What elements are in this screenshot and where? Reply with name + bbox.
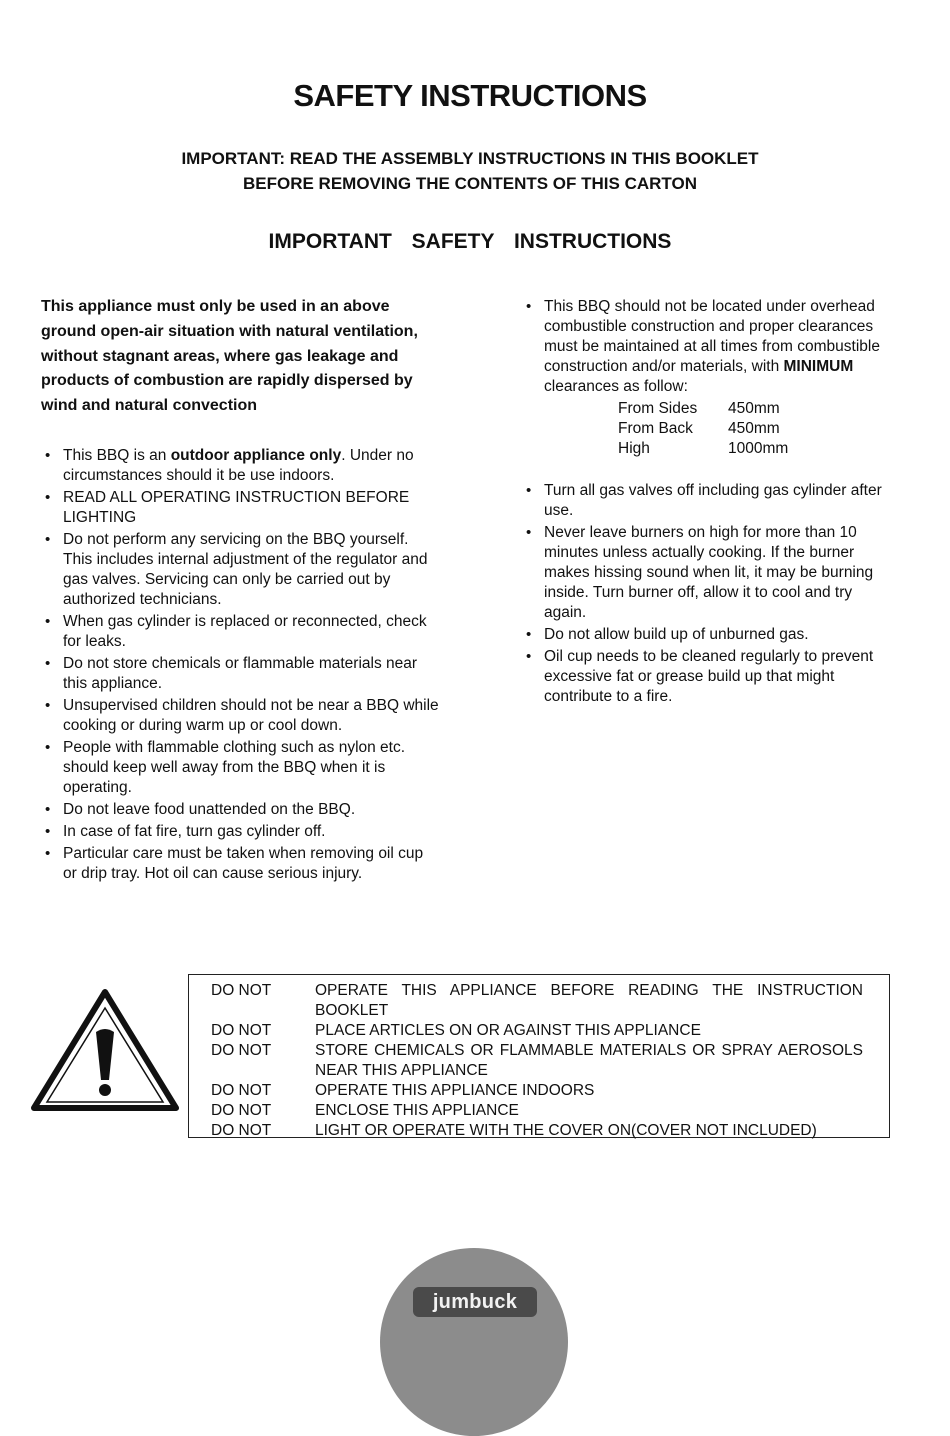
list-item: • READ ALL OPERATING INSTRUCTION BEFORE LIGHTING <box>41 488 441 528</box>
list-item-text: clearances as follow: <box>544 378 688 395</box>
warning-text: PLACE ARTICLES ON OR AGAINST THIS APPLIANCE <box>315 1022 701 1039</box>
list-item: • Do not leave food unattended on the BBQ. <box>41 800 441 820</box>
clearance-label: High <box>618 440 650 457</box>
important-notice <box>0 146 940 196</box>
clearance-row <box>618 399 894 419</box>
list-item-text: . Under no circumstances should it be use indoors. <box>63 447 414 484</box>
list-item-text: This BBQ is an <box>63 447 171 464</box>
warning-label: DO NOT <box>211 1082 272 1099</box>
brand-badge <box>380 1248 568 1436</box>
clearance-label: From Back <box>618 420 693 437</box>
warning-label: DO NOT <box>211 1022 272 1039</box>
list-item: • People with flammable clothing such as nylon etc. should keep well away from the BBQ when it is operating. <box>41 738 441 798</box>
clearance-row <box>618 439 894 459</box>
warning-label: DO NOT <box>211 982 272 999</box>
warning-text: LIGHT OR OPERATE WITH THE COVER ON(COVER NOT INCLUDED) <box>315 1122 817 1139</box>
list-item: • Particular care must be taken when removing oil cup or drip tray. Hot oil can cause serious injury. <box>41 844 441 884</box>
list-item <box>41 446 441 486</box>
important-line: BEFORE REMOVING THE CONTENTS OF THIS CARTON <box>243 174 697 193</box>
list-item: • Oil cup needs to be cleaned regularly to prevent excessive fat or grease build up that might contribute to a fire. <box>522 647 894 707</box>
do-not-warning-box <box>188 974 890 1138</box>
warning-row <box>211 1101 863 1121</box>
clearance-value: 450mm <box>728 420 780 437</box>
list-item: • Do not store chemicals or flammable materials near this appliance. <box>41 654 441 694</box>
warning-row <box>211 1021 863 1041</box>
page-title: SAFETY INSTRUCTIONS <box>293 78 647 113</box>
left-bullet-list <box>41 446 441 886</box>
warning-label: DO NOT <box>211 1102 272 1119</box>
clearance-label: From Sides <box>618 400 698 417</box>
list-item: • Do not perform any servicing on the BBQ yourself. This includes internal adjustment of the regulator and gas valves. Servicing can only be carried out by authorized technicians. <box>41 530 441 610</box>
list-item: • Never leave burners on high for more than 10 minutes unless actually cooking. If the burner makes hissing sound when lit, it may be burning inside. Turn burner off, allow it to cool and try again. <box>522 523 894 623</box>
warning-row <box>211 1121 863 1141</box>
warning-triangle-icon <box>30 988 180 1112</box>
warning-row <box>211 1041 863 1081</box>
clearance-row <box>618 419 894 439</box>
list-item <box>522 297 894 479</box>
brand-logo: jumbuck <box>413 1287 537 1317</box>
clearance-value: 1000mm <box>728 440 789 457</box>
list-item: • Unsupervised children should not be near a BBQ while cooking or during warm up or cool down. <box>41 696 441 736</box>
warning-text: STORE CHEMICALS OR FLAMMABLE MATERIALS OR SPRAY AEROSOLS NEAR THIS APPLIANCE <box>315 1042 863 1079</box>
warning-label: DO NOT <box>211 1122 272 1139</box>
list-item: • When gas cylinder is replaced or reconnected, check for leaks. <box>41 612 441 652</box>
clearance-table <box>618 399 894 459</box>
warning-label: DO NOT <box>211 1042 272 1059</box>
important-line: IMPORTANT: READ THE ASSEMBLY INSTRUCTIONS IN THIS BOOKLET <box>181 149 759 168</box>
warning-row <box>211 1081 863 1101</box>
right-bullet-list <box>522 297 894 709</box>
list-item-text: This BBQ should not be located under overhead combustible construction and proper clearances must be maintained at all times from combustible construction and/or materials, with <box>544 298 880 375</box>
list-item-emphasis: outdoor appliance only <box>170 447 342 464</box>
warning-text: OPERATE THIS APPLIANCE BEFORE READING THE INSTRUCTION BOOKLET <box>315 982 863 1019</box>
list-item: • Turn all gas valves off including gas cylinder after use. <box>522 481 894 521</box>
list-item: • In case of fat fire, turn gas cylinder off. <box>41 822 441 842</box>
intro-paragraph: This appliance must only be used in an above ground open-air situation with natural ventilation, without stagnant areas, where gas leakage and products of combustion are rapidly dispersed by wind and natural convection <box>41 298 418 415</box>
warning-text: ENCLOSE THIS APPLIANCE <box>315 1102 519 1119</box>
list-item: • Do not allow build up of unburned gas. <box>522 625 894 645</box>
warning-row <box>211 981 863 1021</box>
warning-text: OPERATE THIS APPLIANCE INDOORS <box>315 1082 595 1099</box>
list-item-emphasis: MINIMUM <box>783 358 854 375</box>
section-subtitle: IMPORTANT SAFETY INSTRUCTIONS <box>268 230 672 253</box>
clearance-value: 450mm <box>728 400 780 417</box>
